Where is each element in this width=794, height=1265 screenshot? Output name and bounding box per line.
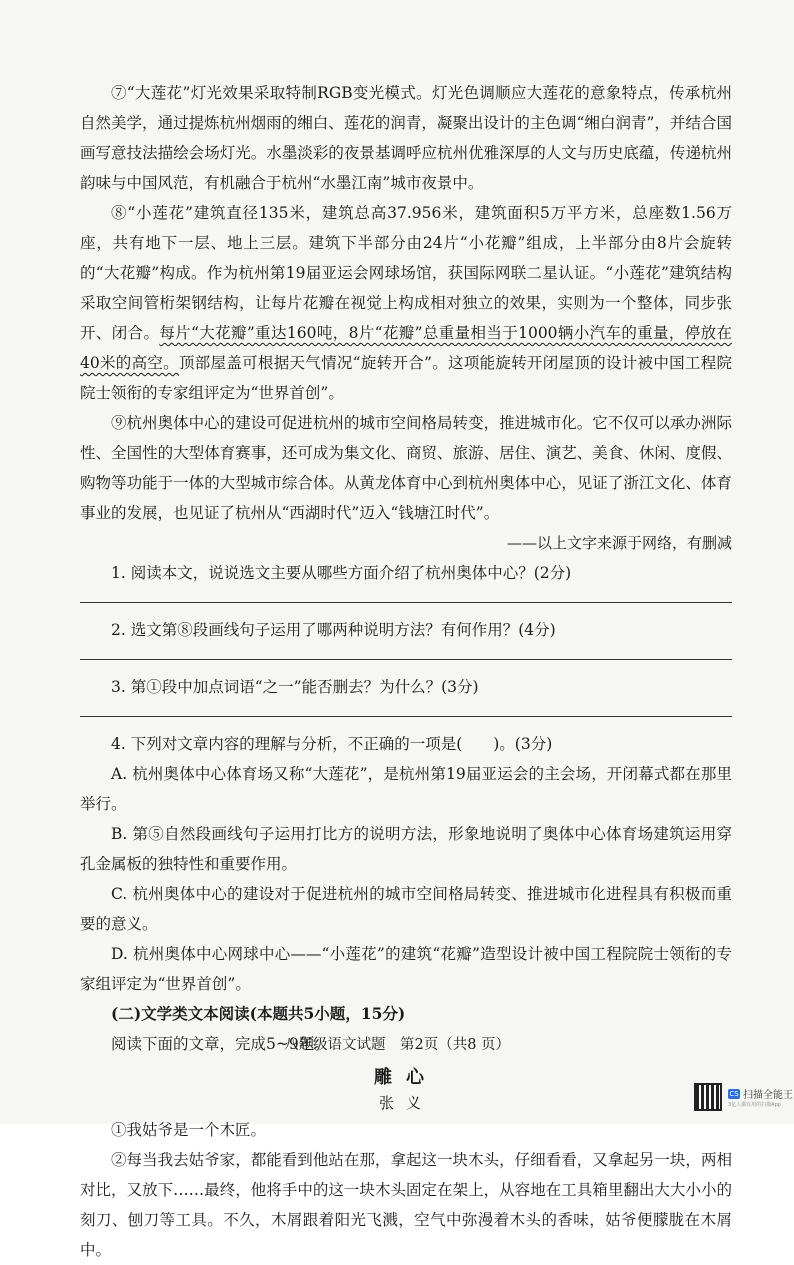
answer-line-2[interactable] — [80, 645, 732, 660]
scanner-brand — [728, 1086, 793, 1108]
source-credit: ——以上文字来源于网络，有删减 — [506, 534, 732, 552]
story-title: 雕心 — [374, 1067, 438, 1088]
paragraph-8 — [80, 198, 732, 408]
option-a: A. 杭州奥体中心体育场又称“大莲花”，是杭州第19届亚运会的主会场，开闭幕式都在那里举行。 — [80, 765, 732, 813]
answer-line-1[interactable] — [80, 588, 732, 603]
page-footer: 八年级语文试题 第2页（共8 页） — [283, 1037, 511, 1053]
brand-tagline: 3亿人都在用的扫描App — [728, 1102, 781, 1108]
qr-code-icon — [694, 1083, 722, 1111]
question-3: 3. 第①段中加点词语“之一”能否删去？为什么？(3分) — [111, 678, 479, 696]
paragraph-9: ⑨杭州奥体中心的建设可促进杭州的城市空间格局转变，推进城市化。它不仅可以承办洲际性、全国性的大型体育赛事，还可成为集文化、商贸、旅游、居住、演艺、美食、休闲、度假、购物等功能于一体的大型城市综合体。从黄龙体育中心到杭州奥体中心，见证了浙江文化、体育事业的发展，也见证了杭州从“西湖时代”迈入“钱塘江时代”。 — [80, 414, 732, 522]
cs-logo-icon: CS — [729, 1089, 739, 1098]
question-1: 1. 阅读本文，说说选文主要从哪些方面介绍了杭州奥体中心？(2分) — [111, 564, 572, 582]
section-heading: (二)文学类文本阅读(本题共5小题，15分) — [111, 1004, 406, 1023]
section-instruction: 阅读下面的文章，完成5~9题。 — [111, 1035, 330, 1053]
paragraph-7: ⑦“大莲花”灯光效果采取特制RGB变光模式。灯光色调顺应大莲花的意象特点，传承杭州自然美学，通过提炼杭州烟雨的缃白、莲花的润青，凝聚出设计的主色调“缃白润青”，并结合国画写意技法描绘会场灯光。水墨淡彩的夜景基调呼应杭州优雅深厚的人文与历史底蕴，传递杭州韵味与中国风范，有机融合于杭州“水墨江南”城市夜景中。 — [80, 84, 732, 192]
paragraph-8-part-a: ⑧“小莲花”建筑直径135米，建筑总高37.956米，建筑面积5万平方米，总座数1.56万座，共有地下一层、地上三层。建筑下半部分由24片“小花瓣”组成，上半部分由8片会旋转的“大花瓣”构成。作为杭州第19届亚运会网球场馆，获国际网联二星认证。“小莲花”建筑结构采取空间管桁架钢结构，让每片花瓣在视觉上构成相对独立的效果，实则为一个整体，同步张开、闭合。 — [80, 204, 732, 342]
scanner-badge — [694, 1083, 793, 1111]
brand-name: 扫描全能王 — [743, 1090, 793, 1101]
paragraph-8-underlined-sentence: 每片“大花瓣”重达160吨，8片“花瓣”总重量相当于1000辆小汽车的重量，停放在40米的高空。 — [80, 324, 732, 372]
story-paragraph-1: ①我姑爷是一个木匠。 — [111, 1121, 267, 1139]
option-b: B. 第⑤自然段画线句子运用打比方的说明方法，形象地说明了奥体中心体育场建筑运用穿孔金属板的独特性和重要作用。 — [80, 825, 732, 873]
option-d: D. 杭州奥体中心网球中心——“小莲花”的建筑“花瓣”造型设计被中国工程院院士领衔的专家组评定为“世界首创”。 — [80, 945, 732, 993]
paragraph-8-part-b: 顶部屋盖可根据天气情况“旋转开合”。这项能旋转开闭屋顶的设计被中国工程院院士领衔的专家组评定为“世界首创”。 — [80, 354, 732, 402]
answer-line-3[interactable] — [80, 702, 732, 717]
story-author: 张义 — [378, 1094, 433, 1112]
question-2: 2. 选文第⑧段画线句子运用了哪两种说明方法？有何作用？(4分) — [111, 621, 556, 639]
story-paragraph-2: ②每当我去姑爷家，都能看到他站在那，拿起这一块木头，仔细看看，又拿起另一块，两相对比，又放下……最终，他将手中的这一块木头固定在架上，从容地在工具箱里翻出大大小小的刻刀、刨刀等工具。不久，木屑跟着阳光飞溅，空气中弥漫着木头的香味，姑爷便朦胧在木屑中。 — [80, 1151, 732, 1259]
question-4: 4. 下列对文章内容的理解与分析，不正确的一项是( )。(3分) — [111, 735, 553, 753]
option-c: C. 杭州奥体中心的建设对于促进杭州的城市空间格局转变、推进城市化进程具有积极而重要的意义。 — [80, 885, 732, 933]
